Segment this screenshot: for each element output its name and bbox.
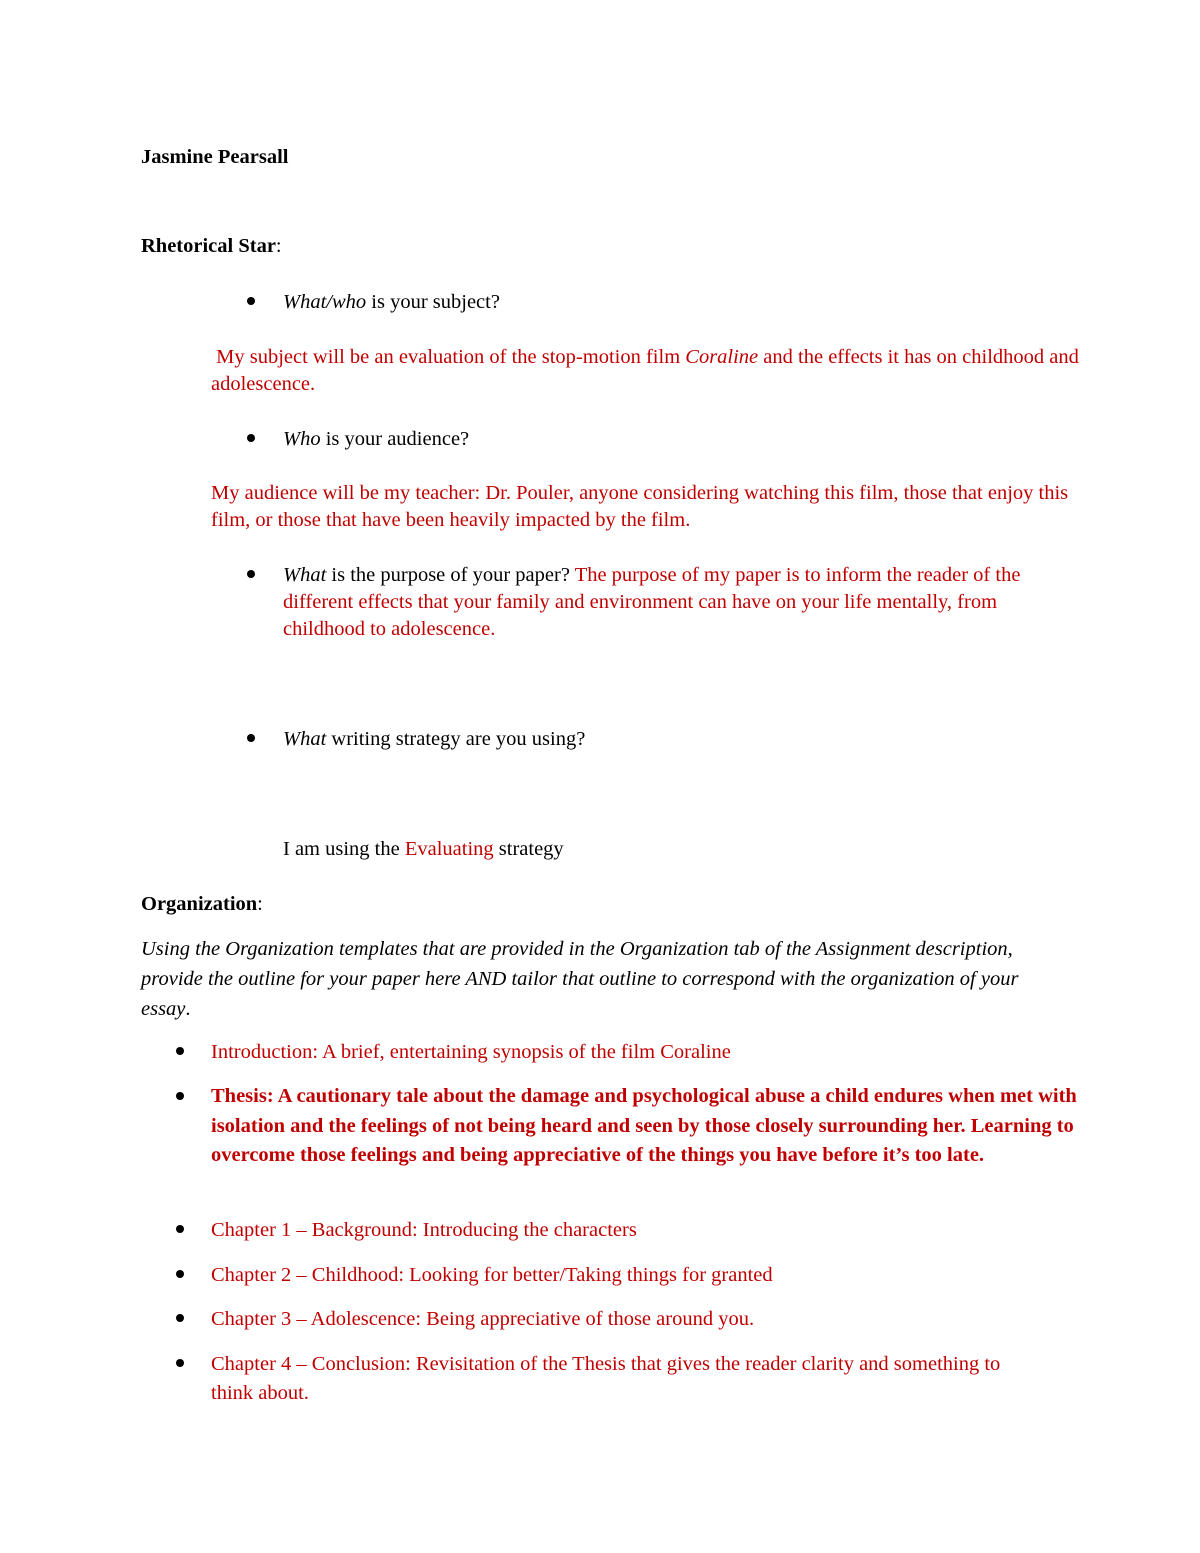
question-strategy [283, 726, 585, 753]
rhetorical-star-heading [141, 233, 282, 260]
question-audience-italic: Who [283, 428, 321, 450]
outline-chapter-4: Chapter 4 – Conclusion: Revisitation of the Thesis that gives the reader clarity and something to think about. [211, 1353, 1001, 1404]
bullet-icon [247, 434, 255, 442]
organization-instructions-text: Using the Organization templates that are provided in the Organization tab of the Assignment description, provide the outline for your paper here AND tailor that outline to correspond with the organization of your essay [141, 938, 1019, 1020]
organization-heading-text: Organization [141, 893, 258, 915]
question-purpose-italic: What [283, 564, 327, 586]
outline-chapter-1: Chapter 1 – Background: Introducing the characters [211, 1219, 637, 1241]
question-audience-rest: is your audience? [320, 428, 470, 450]
answer-subject [211, 344, 1091, 398]
organization-heading-colon: : [257, 893, 263, 915]
bullet-icon [247, 570, 255, 578]
question-strategy-italic: What [283, 728, 327, 750]
organization-heading [141, 891, 263, 918]
author-name: Jasmine Pearsall [141, 146, 289, 168]
bullet-icon [176, 1092, 184, 1100]
question-purpose [283, 562, 1073, 643]
organization-instructions [141, 934, 1051, 1024]
bullet-icon [176, 1225, 184, 1233]
answer-strategy [283, 836, 564, 863]
answer-strategy-before: I am using the [283, 838, 405, 860]
bullet-icon [176, 1047, 184, 1055]
question-subject [283, 289, 500, 316]
question-subject-italic: What/who [283, 291, 367, 313]
answer-audience: My audience will be my teacher: Dr. Pouler, anyone considering watching this film, those that enjoy this film, or those that have been heavily impacted by the film. [211, 482, 1069, 531]
outline-chapter-3: Chapter 3 – Adolescence: Being appreciative of those around you. [211, 1308, 755, 1330]
rhetorical-star-heading-colon: : [275, 235, 282, 257]
bullet-icon [176, 1314, 184, 1322]
outline-introduction: Introduction: A brief, entertaining synopsis of the film Coraline [211, 1041, 731, 1063]
answer-subject-after: and the effects it has on childhood and adolescence. [211, 346, 1084, 395]
answer-subject-film: Coraline [685, 346, 759, 368]
answer-strategy-after: strategy [493, 838, 564, 860]
bullet-icon [247, 297, 255, 305]
question-subject-rest: is your subject? [366, 291, 500, 313]
question-audience [283, 426, 469, 453]
outline-thesis: Thesis: A cautionary tale about the damage and psychological abuse a child endures when met with isolation and the feelings of not being heard and seen by those closely surrounding her. Learning to overcome those feelings and being appreciative of the things you have before it’s too late. [211, 1085, 1077, 1166]
bullet-icon [176, 1270, 184, 1278]
rhetorical-star-heading-text: Rhetorical Star [141, 235, 276, 257]
answer-strategy-highlight: Evaluating [404, 838, 494, 860]
bullet-icon [247, 734, 255, 742]
question-purpose-rest: is the purpose of your paper? [326, 564, 575, 586]
question-strategy-rest: writing strategy are you using? [326, 728, 586, 750]
bullet-icon [176, 1359, 184, 1367]
outline-chapter-2: Chapter 2 – Childhood: Looking for better/Taking things for granted [211, 1264, 773, 1286]
answer-purpose: The purpose of my paper is to inform the reader of the different effects that your family and environment can have on your life mentally, from childhood to adolescence. [283, 564, 1026, 640]
answer-subject-before: My subject will be an evaluation of the stop-motion film [211, 346, 686, 368]
organization-instructions-period: . [185, 998, 191, 1020]
